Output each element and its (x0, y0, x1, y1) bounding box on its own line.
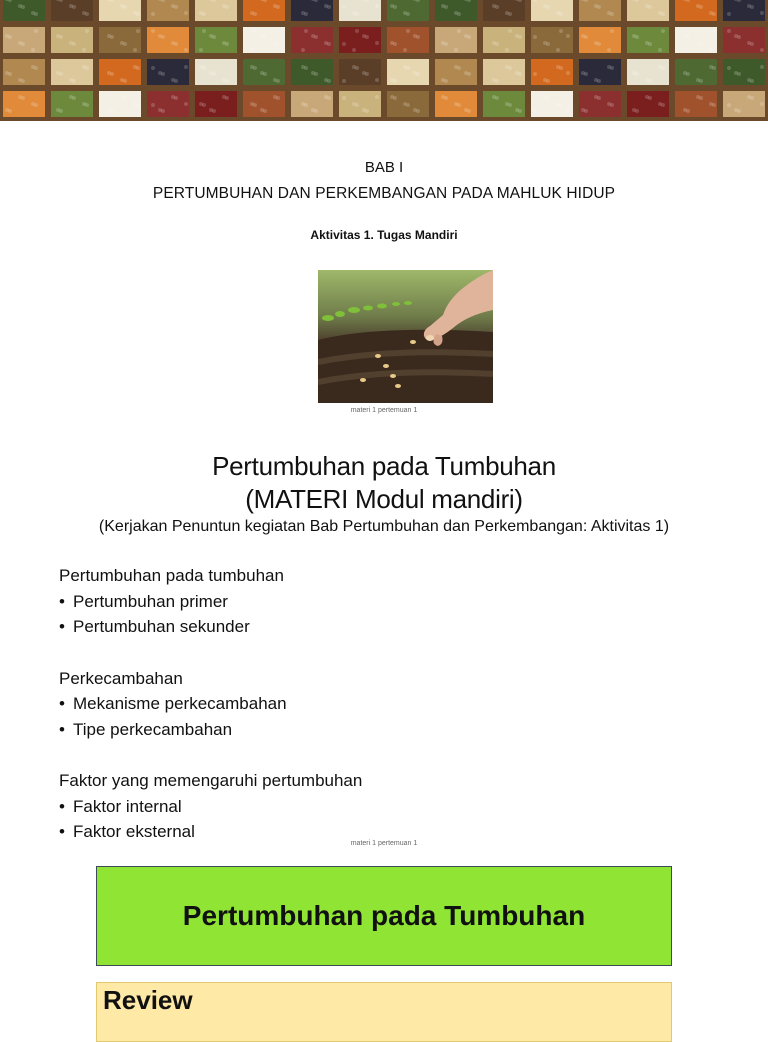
review-heading-box: Review (96, 982, 672, 1042)
activity-label: Aktivitas 1. Tugas Mandiri (310, 228, 458, 242)
section-subtitle: (Kerjakan Penuntun kegiatan Bab Pertumbuhan dan Perkembangan: Aktivitas 1) (98, 518, 670, 535)
outline-item: • Mekanisme perkecambahan (59, 691, 709, 717)
outline-heading: Pertumbuhan pada tumbuhan (59, 566, 284, 585)
outline-caption: materi 1 pertemuan 1 (350, 840, 418, 847)
outline-group (59, 666, 709, 743)
seed-boxes-banner (0, 0, 768, 121)
outline-item: • Faktor internal (59, 794, 709, 820)
slide-header (0, 155, 768, 207)
outline-heading: Perkecambahan (59, 668, 183, 688)
photo-caption: materi 1 pertemuan 1 (350, 407, 418, 414)
outline-group (59, 768, 709, 845)
section-title-line1: Pertumbuhan pada Tumbuhan (212, 451, 556, 481)
section-title-box: Pertumbuhan pada Tumbuhan (96, 866, 672, 966)
outline-heading: Faktor yang memengaruhi pertumbuhan (59, 771, 363, 790)
outline-item: • Faktor eksternal (59, 819, 709, 845)
chapter-label: BAB I (364, 159, 404, 176)
outline-group (59, 563, 709, 640)
outline-item: • Pertumbuhan sekunder (59, 614, 709, 640)
outline-item: • Pertumbuhan primer (59, 589, 709, 615)
chapter-title: PERTUMBUHAN DAN PERKEMBANGAN PADA MAHLUK HIDUP (152, 185, 616, 202)
section-title-line2: (MATERI Modul mandiri) (245, 484, 523, 514)
outline-item: • Tipe perkecambahan (59, 717, 709, 743)
topic-outline (59, 563, 709, 871)
section-title (0, 450, 768, 516)
hand-planting-seeds-photo (318, 270, 493, 403)
